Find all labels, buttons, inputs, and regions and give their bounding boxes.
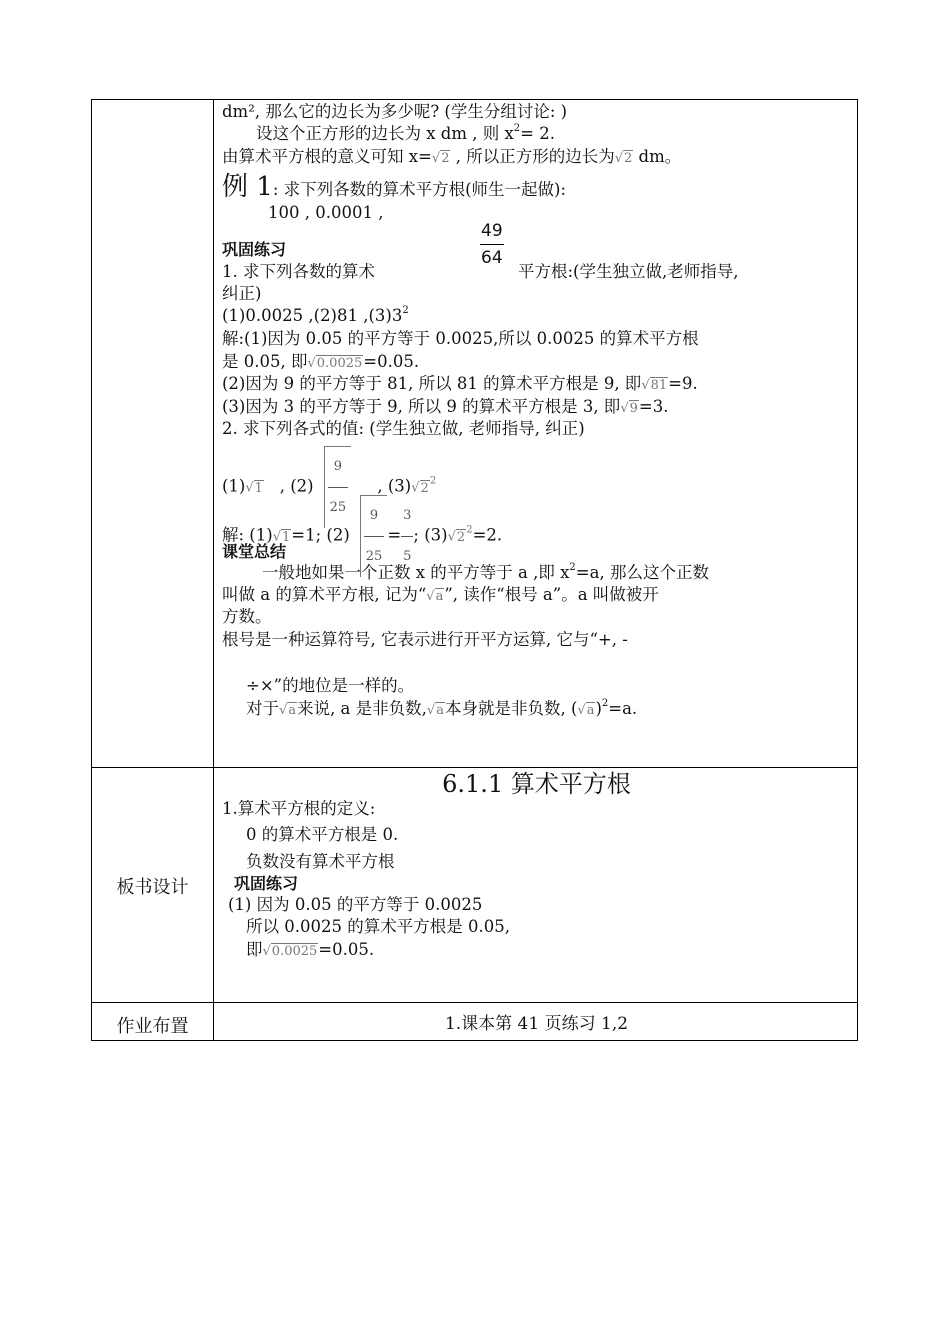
text-line: 由算术平方根的意义可知 x=√2 , 所以正方形的边长为√2 dm。 xyxy=(222,147,682,166)
row-label-homework: 作业布置 xyxy=(116,1016,189,1037)
text-line: 纠正) xyxy=(222,284,262,303)
exercise-line: (1)√1 , (2) $\frac{9}{25}$ , $(3)√2^2$ xyxy=(222,446,436,528)
text-line: 方数。 xyxy=(222,607,272,626)
text-line: (1)0.0025 ,(2)81 $,(3)3^2$ xyxy=(222,305,409,325)
text-line: 1.算术平方根的定义: xyxy=(222,799,376,818)
text-line: 是 0.05, 即√0.0025=0.05. xyxy=(222,352,420,371)
lesson-table xyxy=(91,99,858,1041)
text-line: (1) 因为 0.05 的平方等于 0.0025 xyxy=(228,895,483,914)
text-line: 一般地如果一个正数 x 的平方等于 a ,即 $x^2=a$, 那么这个正数 xyxy=(262,562,709,582)
text-line: 平方根:(学生独立做,老师指导, xyxy=(518,262,739,281)
teaching-process-cell xyxy=(222,100,851,767)
text-line: 根号是一种运算符号, 它表示进行开平方运算, 它与“+, - xyxy=(222,630,628,649)
example-values: 100 , 0.0001 , xyxy=(268,203,384,222)
text-line: 叫做 a 的算术平方根, 记为“√a”, 读作“根号 a”。a 叫做被开 xyxy=(222,585,659,604)
section-heading: 课堂总结 xyxy=(222,542,287,561)
answer-line: 解: (1)√1=1; (2) $\frac{9}{25}$ = $\frac{3}{5}$ ; $(3)√2^2=2$. xyxy=(222,495,502,577)
text-line: (2)因为 9 的平方等于 81, 所以 81 的算术平方根是 9, 即√81=9. xyxy=(222,374,698,393)
board-title: 6.1.1 算术平方根 xyxy=(442,770,631,798)
board-design-cell xyxy=(222,767,851,1002)
text-line: dm², 那么它的边长为多少呢? (学生分组讨论: ) xyxy=(222,102,568,121)
text-line: 0 的算术平方根是 0. xyxy=(246,825,399,844)
text-line: 解:(1)因为 0.05 的平方等于 0.0025,所以 0.0025 的算术平方根 xyxy=(222,329,699,348)
text-line: 设这个正方形的边长为 x dm , 则 $x^2= 2$. xyxy=(256,123,555,143)
section-heading: 巩固练习 xyxy=(234,874,299,893)
text-line: ÷×”的地位是一样的。 xyxy=(246,676,415,695)
text-line: 1. 求下列各数的算术 xyxy=(222,262,375,281)
row-label-board-design: 板书设计 xyxy=(116,877,189,898)
text-line: 对于√a来说, a 是非负数,√a本身就是非负数, $(√a)^2=a$. xyxy=(246,698,638,718)
text-line: 负数没有算术平方根 xyxy=(246,852,395,871)
homework-text: 1.课本第 41 页练习 1,2 xyxy=(444,1014,629,1034)
example-line: 例 1: 求下列各数的算术平方根(师生一起做): xyxy=(222,172,567,202)
text-line: 即√0.0025=0.05. xyxy=(246,940,375,959)
text-line: 2. 求下列各式的值: (学生独立做, 老师指导, 纠正) xyxy=(222,419,585,438)
section-heading: 巩固练习 xyxy=(222,240,287,259)
text-line: 所以 0.0025 的算术平方根是 0.05, xyxy=(246,917,510,936)
fraction-49-64: $\frac{49}{64}$ xyxy=(480,218,504,271)
column-divider xyxy=(213,100,214,1040)
text-line: (3)因为 3 的平方等于 9, 所以 9 的算术平方根是 3, 即√9=3. xyxy=(222,397,669,416)
homework-cell xyxy=(222,1002,851,1042)
